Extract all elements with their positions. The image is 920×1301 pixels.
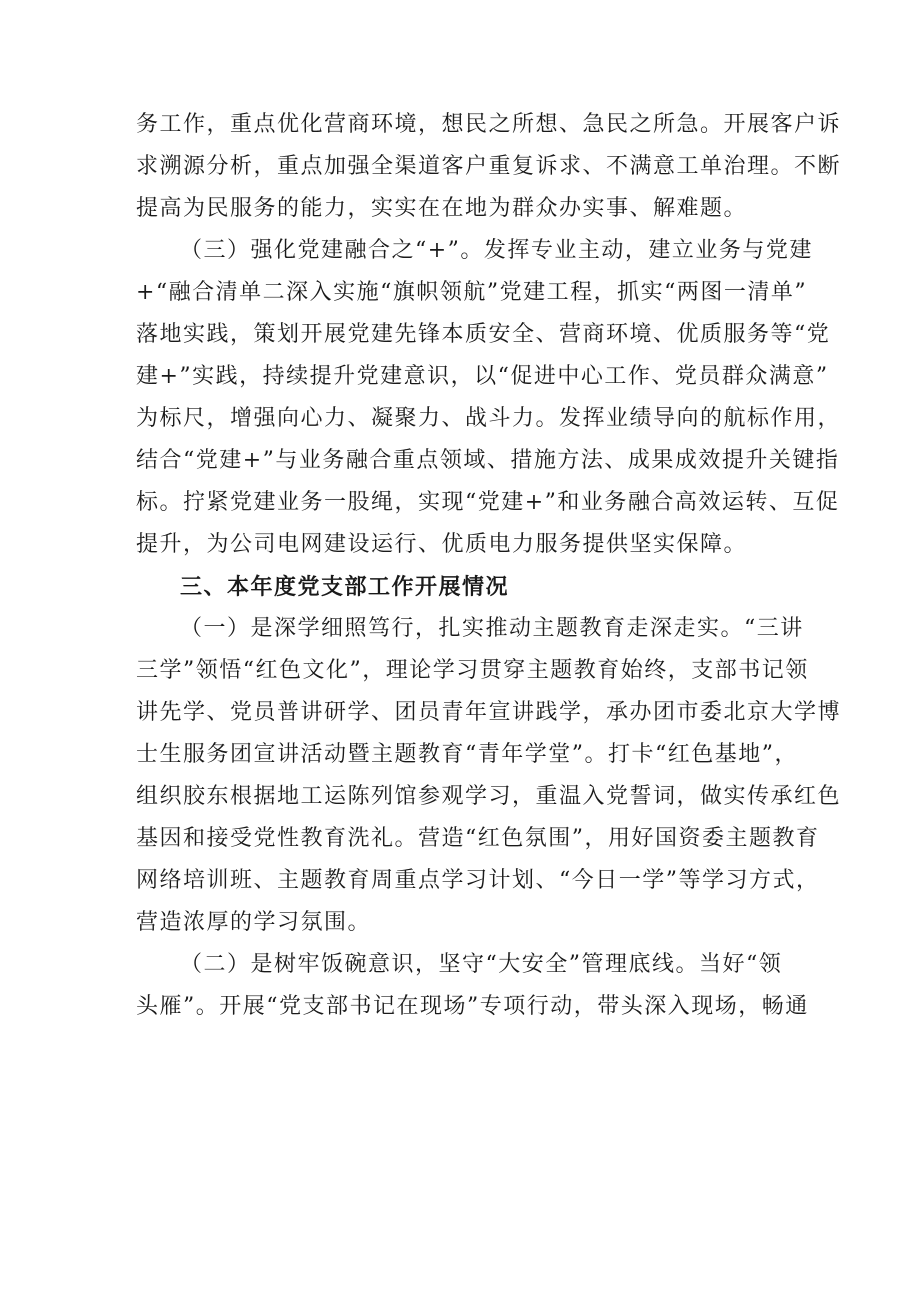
paragraph-line: 求溯源分析，重点加强全渠道客户重复诉求、不满意工单治理。不断 bbox=[136, 154, 842, 179]
paragraph-line: （一）是深学细照笃行，扎实推动主题教育走深走实。“三讲 bbox=[180, 616, 804, 641]
paragraph-line: 为标尺，增强向心力、凝聚力、战斗力。发挥业绩导向的航标作用， bbox=[136, 406, 842, 431]
paragraph-line: 三学”领悟“红色文化”，理论学习贯穿主题教育始终，支部书记领 bbox=[136, 658, 809, 683]
paragraph-line: 网络培训班、主题教育周重点学习计划、“今日一学”等学习方式， bbox=[136, 868, 820, 893]
paragraph-line: 建+”实践，持续提升党建意识，以“促进中心工作、党员群众满意” bbox=[136, 364, 829, 389]
paragraph-line: 标。拧紧党建业务一股绳，实现“党建+”和业务融合高效运转、互促 bbox=[136, 490, 840, 515]
paragraph-line: 落地实践，策划开展党建先锋本质安全、营商环境、优质服务等“党 bbox=[136, 322, 831, 347]
paragraph-line: 组织胶东根据地工运陈列馆参观学习，重温入党誓词，做实传承红色 bbox=[136, 784, 842, 809]
paragraph-line: 营造浓厚的学习氛围。 bbox=[136, 910, 372, 935]
paragraph-line: 基因和接受党性教育洗礼。营造“红色氛围”，用好国资委主题教育 bbox=[136, 826, 820, 851]
section-heading: 三、本年度党支部工作开展情况 bbox=[180, 574, 510, 600]
paragraph-line: （三）强化党建融合之“+”。发挥专业主动，建立业务与党建 bbox=[180, 238, 813, 263]
paragraph-line: （二）是树牢饭碗意识，坚守“大安全”管理底线。当好“领 bbox=[180, 952, 783, 977]
paragraph-line: 务工作，重点优化营商环境，想民之所想、急民之所急。开展客户诉 bbox=[136, 112, 842, 137]
paragraph-line: +“融合清单二深入实施“旗帜领航”党建工程，抓实“两图一清单” bbox=[136, 280, 808, 305]
paragraph-line: 提升，为公司电网建设运行、优质电力服务提供坚实保障。 bbox=[136, 532, 748, 557]
paragraph-line: 士生服务团宣讲活动暨主题教育“青年学堂”。打卡“红色基地”， bbox=[136, 742, 798, 767]
paragraph-line: 讲先学、党员普讲研学、团员青年宣讲践学，承办团市委北京大学博 bbox=[136, 700, 842, 725]
paragraph-line: 提高为民服务的能力，实实在在地为群众办实事、解难题。 bbox=[136, 196, 748, 221]
paragraph-line: 头雁”。开展“党支部书记在现场”专项行动，带头深入现场，畅通 bbox=[136, 994, 809, 1019]
document-body bbox=[136, 104, 842, 1028]
paragraph-line: 结合“党建+”与业务融合重点领域、措施方法、成果成效提升关键指 bbox=[136, 448, 840, 473]
